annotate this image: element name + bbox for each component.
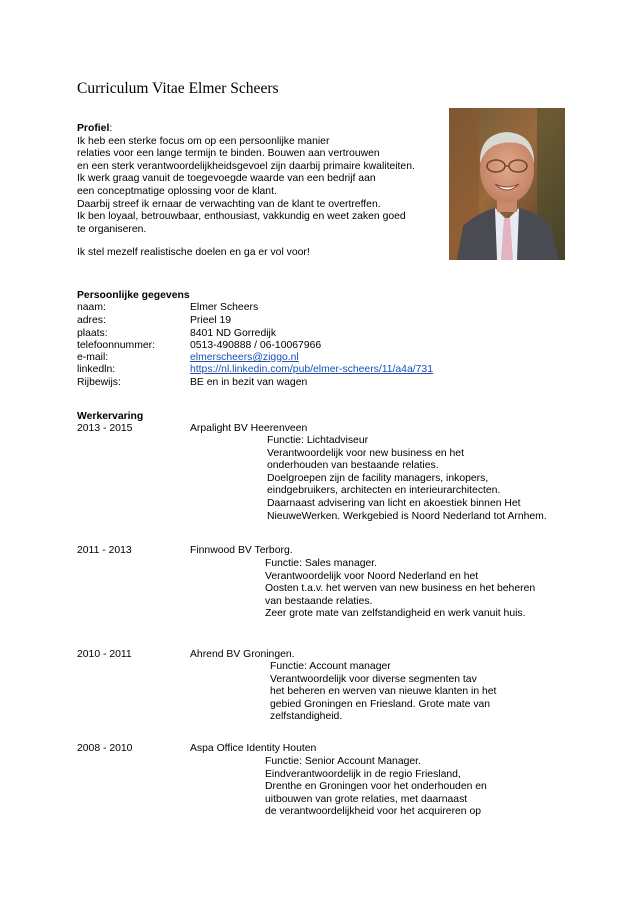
job-description: Functie: Senior Account Manager. Eindverantwoordelijk in de regio Friesland, Drenthe en Groningen voor het onderhouden en uitbouwen van grote relaties, met daarnaast de verantwoordelijkheid voor het acquireren op	[265, 756, 487, 818]
job-period: 2013 - 2015	[77, 423, 133, 434]
experience-heading: Werkervaring	[77, 411, 144, 422]
personal-heading: Persoonlijke gegevens	[77, 290, 190, 301]
profile-line: relaties voor een lange termijn te binden. Bouwen aan vertrouwen	[77, 148, 380, 160]
profile-line: Ik ben loyaal, betrouwbaar, enthousiast, vakkundig en weet zaken goed	[77, 211, 406, 223]
email-link[interactable]: elmerscheers@ziggo.nl	[190, 352, 299, 363]
job-company: Aspa Office Identity Houten	[190, 743, 317, 754]
profile-line: een conceptmatige oplossing voor de klant.	[77, 185, 277, 197]
profile-line: Ik heb een sterke focus om op een persoonlijke manier	[77, 135, 330, 147]
job-description: Functie: Lichtadviseur Verantwoordelijk voor new business en het onderhouden van bestaande relaties. Doelgroepen zijn de facility managers, inkopers, eindgebruikers, architecten en interieurarchitecten. Daarnaast advisering van licht en akoestiek binnen Het NieuweWerken. Werkgebied is Noord Nederland tot Arnhem.	[267, 435, 547, 522]
profile-line: te organiseren.	[77, 223, 147, 235]
profile-section	[77, 123, 415, 236]
job-company: Ahrend BV Groningen.	[190, 649, 295, 660]
page-title: Curriculum Vitae Elmer Scheers	[77, 80, 279, 97]
profile-closing: Ik stel mezelf realistische doelen en ga er vol voor!	[77, 247, 310, 258]
job-period: 2010 - 2011	[77, 649, 132, 660]
job-company: Finnwood BV Terborg.	[190, 545, 293, 556]
linkedin-link[interactable]: https://nl.linkedin.com/pub/elmer-scheers/11/a4a/731	[190, 364, 433, 375]
job-company: Arpalight BV Heerenveen	[190, 423, 308, 434]
profile-heading: Profiel	[77, 123, 110, 134]
profile-line: Daarbij streef ik ernaar de verwachting van de klant te overtreffen.	[77, 198, 381, 210]
profile-line: en een sterk verantwoordelijkheidsgevoel zijn daarbij primaire kwaliteiten.	[77, 160, 415, 172]
job-description: Functie: Sales manager. Verantwoordelijk voor Noord Nederland en het Oosten t.a.v. het werven van new business en het beheren van bestaande relaties. Zeer grote mate van zelfstandigheid en werk vanuit huis.	[265, 558, 536, 620]
job-period: 2011 - 2013	[77, 545, 132, 556]
job-description: Functie: Account manager Verantwoordelijk voor diverse segmenten tav het beheren en werven van nieuwe klanten in het gebied Groningen en Friesland. Grote mate van zelfstandigheid.	[270, 661, 497, 723]
job-period: 2008 - 2010	[77, 743, 133, 754]
profile-photo	[449, 108, 565, 260]
profile-line: Ik werk graag vanuit de toegevoegde waarde van een bedrijf aan	[77, 173, 376, 185]
profile-heading-line: Profiel:	[77, 123, 113, 134]
